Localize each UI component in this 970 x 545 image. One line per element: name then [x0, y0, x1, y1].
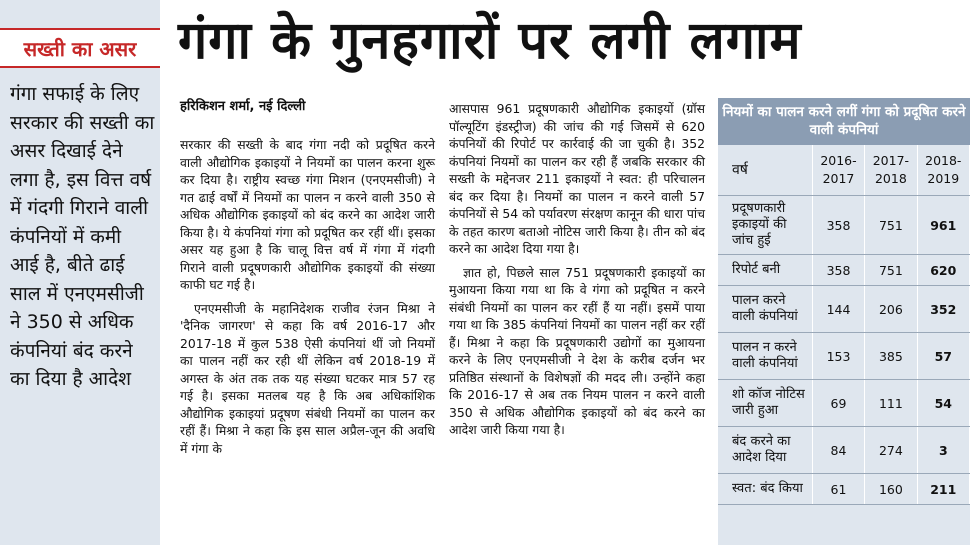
table-row	[718, 427, 970, 474]
table-header-row	[718, 145, 970, 196]
cell: 84	[812, 427, 864, 474]
article-paragraph: आसपास 961 प्रदूषणकारी औद्योगिक इकाइयों (ग्रॉस पॉल्यूटिंग इंडस्ट्रीज) की जांच की गई जिसमें से 620 कंपनियों की रिपोर्ट पर कार्रवाई की जा चुकी है। 352 कंपनियां नियमों का पालन कर रही हैं जबकि सरकार की सख्ती के मद्देनजर 211 इकाइयों ने स्वत: ही परिचालन बंद कर दिया है। नियमों का पालन न करने वाली 57 कंपनियों से 54 को पर्यावरण संरक्षण कानून की धारा पांच के तहत कारण बताओ नोटिस जारी किया है। तीन को बंद करने का आदेश दिया गया है।	[449, 101, 705, 256]
cell: 3	[917, 427, 969, 474]
cell: 57	[917, 333, 969, 380]
row-label: पालन करने वाली कंपनियां	[718, 286, 812, 333]
cell: 54	[917, 380, 969, 427]
table-row	[718, 474, 970, 505]
stats-table-panel	[718, 98, 970, 545]
table-row	[718, 286, 970, 333]
cell: 206	[865, 286, 917, 333]
row-label: पालन न करने वाली कंपनियां	[718, 333, 812, 380]
table-row	[718, 196, 970, 255]
cell: 751	[865, 196, 917, 255]
cell: 358	[812, 196, 864, 255]
article-column-2	[449, 100, 705, 445]
cell: 961	[917, 196, 969, 255]
byline: हरिकिशन शर्मा, नई दिल्ली	[180, 99, 306, 114]
header-year: वर्ष	[718, 145, 812, 196]
cell: 352	[917, 286, 969, 333]
header-col: 2017-2018	[865, 145, 917, 196]
table-title: नियमों का पालन करने लगीं गंगा को प्रदूषित करने वाली कंपनियां	[718, 98, 970, 145]
sidebar-heading: सख्ती का असर	[23, 36, 137, 61]
cell: 69	[812, 380, 864, 427]
cell: 358	[812, 255, 864, 286]
table-row	[718, 255, 970, 286]
sidebar-summary: गंगा सफाई के लिए सरकार की सख्ती का असर दिखाई देने लगा है, इस वित्त वर्ष में गंदगी गिराने वाली कंपनियों में कमी आई है, बीते ढाई साल में एनएमसीजी ने 350 से अधिक कंपनियां बंद करने का दिया है आदेश	[10, 83, 155, 390]
cell: 385	[865, 333, 917, 380]
row-label: शो कॉज नोटिस जारी हुआ	[718, 380, 812, 427]
table-row	[718, 380, 970, 427]
article-paragraph: एनएमसीजी के महानिदेशक राजीव रंजन मिश्रा ने 'दैनिक जागरण' से कहा कि वर्ष 2016-17 और 2017-18 में कुल 538 ऐसी कंपनियां थीं जो नियमों का पालन नहीं कर रही थीं लेकिन वर्ष 2018-19 में अगस्त के अंत तक तक यह संख्या घटकर मात्र 57 रह गई है। इसका मतलब यह है कि अब अधिकांशिक औद्योगिक इकाइयां प्रदूषण संबंधी नियमों का पालन कर रहीं हैं। मिश्रा ने कहा कि इस साल अप्रैल-जून की अवधि में गंगा के	[180, 300, 435, 456]
row-label: स्वत: बंद किया	[718, 474, 812, 505]
article-column-1	[180, 136, 435, 463]
cell: 144	[812, 286, 864, 333]
cell: 274	[865, 427, 917, 474]
row-label: रिपोर्ट बनी	[718, 255, 812, 286]
article-paragraph: सरकार की सख्ती के बाद गंगा नदी को प्रदूषित करने वाली औद्योगिक इकाइयों ने नियमों का पालन करना शुरू कर दिया है। राष्ट्रीय स्वच्छ गंगा मिशन (एनएमसीजी) ने गत ढाई वर्षों में नियमों का पालन न करने वाली 350 से अधिक औद्योगिक इकाइयों को बंद करने का आदेश जारी किया है। ये कंपनियां गंगा को प्रदूषित कर रहीं थीं। इसका असर यह हुआ है कि चालू वित्त वर्ष में गंगा में गंदगी गिराने वाली प्रदूषणकारी औद्योगिक इकाइयों की संख्या काफी घट गई है।	[180, 137, 435, 292]
cell: 153	[812, 333, 864, 380]
cell: 211	[917, 474, 969, 505]
stats-table	[718, 145, 970, 505]
sidebar-panel	[0, 0, 160, 545]
sidebar-heading-box	[0, 28, 160, 68]
header-col: 2016-2017	[812, 145, 864, 196]
page-headline: गंगा के गुनहगारों पर लगी लगाम	[178, 11, 802, 71]
cell: 111	[865, 380, 917, 427]
table-row	[718, 333, 970, 380]
row-label: प्रदूषणकारी इकाइयों की जांच हुई	[718, 196, 812, 255]
cell: 751	[865, 255, 917, 286]
cell: 160	[865, 474, 917, 505]
cell: 61	[812, 474, 864, 505]
article-paragraph: ज्ञात हो, पिछले साल 751 प्रदूषणकारी इकाइयों का मुआयना किया गया था कि वे गंगा को प्रदूषित न करने संबंधी नियमों का पालन कर रहीं हैं या नहीं। इसमें पाया गया था कि 385 कंपनियां नियमों का पालन नहीं कर रहीं हैं। मिश्रा ने कहा कि प्रदूषणकारी उद्योगों का मुआयना करने के लिए एनएमसीजी ने देश के करीब दर्जन भर प्रतिष्ठित संस्थानों के विशेषज्ञों की मदद ली। उन्होंने कहा कि 2016-17 से अब तक नियम पालन न करने वाली 350 से अधिक औद्योगिक इकाइयों को बंद करने का आदेश जारी किया गया है।	[449, 264, 705, 437]
cell: 620	[917, 255, 969, 286]
row-label: बंद करने का आदेश दिया	[718, 427, 812, 474]
header-col: 2018-2019	[917, 145, 969, 196]
